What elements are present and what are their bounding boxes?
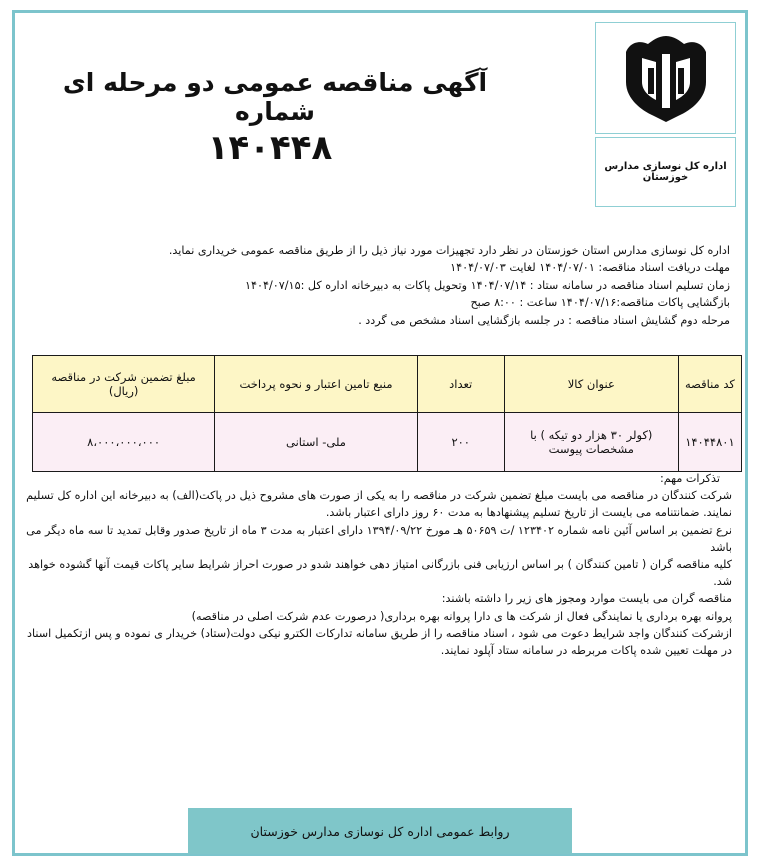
page-title: آگهی مناقصه عمومی دو مرحله ای شماره [62, 68, 488, 126]
footer-banner [188, 808, 572, 854]
column-header: مبلغ تضمین شرکت در مناقصه (ریال) [33, 356, 215, 413]
note-paragraph: نرع تضمین بر اساس آئین نامه شماره ۱۲۳۴۰۲ /ت ۵۰۶۵۹ هـ مورخ ۱۳۹۴/۰۹/۲۲ دارای اعتبار به مدت ۳ ماه از تاریخ صدور وقابل تمدید تا سه ماه دیگر می باشد [26, 523, 732, 554]
items-table [32, 355, 742, 472]
notes-section [26, 470, 732, 659]
note-paragraph: ازشرکت کنندگان واجد شرایط دعوت می شود ، اسناد مناقصه را از طریق سامانه تدارکات الکترو نیکی دولت(ستاد) خریدار ی نموده و پس ازتکمیل اسناد در مهلت تعیین شده پاکات مربرطه در سامانه ستاد آپلود نمایند. [27, 626, 732, 658]
khuzestan-schools-logo-icon [618, 32, 714, 124]
table-header-row [33, 356, 742, 413]
tender-number: ۱۴۰۴۴۸ [207, 128, 333, 168]
item-title-cell: (کولر ۳۰ هزار دو تیکه ) با مشخصات پیوست [504, 413, 678, 472]
note-paragraph: مناقصه گران می بایست موارد ومجوز های زیر را داشته باشند: [441, 592, 732, 606]
intro-line: اداره کل نوسازی مدارس استان خوزستان در نظر دارد تجهیزات مورد نیاز ذیل را از طریق مناقصه عمومی خریداری نماید. [168, 244, 730, 257]
column-header: کد مناقصه [678, 356, 741, 413]
intro-line: مرحله دوم گشایش اسناد مناقصه : در جلسه بازگشایی اسناد مشخص می گردد . [358, 313, 730, 327]
quantity-cell: ۲۰۰ [417, 413, 504, 472]
tender-code-cell: ۱۴۰۴۴۸۰۱ [678, 413, 741, 472]
table-row [33, 413, 742, 472]
column-header: منبع تامین اعتبار و نحوه پرداخت [215, 356, 417, 413]
note-paragraph: شرکت کنندگان در مناقصه می بایست مبلغ تضمین شرکت در مناقصه را به یکی از صورت های مشروح ذیل در پاکت(الف) به دبیرخانه این اداره کل تسلیم نمایند. ضمانتنامه می بایست از تاریخ تسلیم پیشنهادها به مدت ۶۰ روز دارای اعتبار باشد. [26, 489, 732, 520]
column-header: تعداد [417, 356, 504, 413]
funding-source-cell: ملی- استانی [215, 413, 417, 472]
footer-text: روابط عمومی اداره کل نوسازی مدارس خوزستان [250, 823, 510, 839]
note-paragraph: کلیه مناقصه گران ( تامین کنندگان ) بر اساس ارزیابی فنی بازرگانی امتیاز دهی خواهند شدو در صورت احراز شرایط سایر پاکات قیمت آنها گشوده خواهد شد. [28, 558, 732, 589]
column-header: عنوان کالا [504, 356, 678, 413]
logo-box [595, 22, 736, 134]
notes-heading: تذکرات مهم: [659, 472, 720, 485]
org-name-box [595, 137, 736, 207]
intro-line: زمان تسلیم اسناد مناقصه در سامانه ستاد : ۱۴۰۴/۰۷/۱۴ وتحویل پاکات به دبیرخانه اداره کل :۱۴۰۴/۰۷/۱۵ [244, 278, 730, 292]
note-paragraph: پروانه بهره برداری یا نمایندگی فعال از شرکت ها ی دارا پروانه بهره برداری( درصورت عدم شرکت اصلی در مناقصه) [191, 609, 732, 623]
intro-line: مهلت دریافت اسناد مناقصه: ۱۴۰۴/۰۷/۰۱ لغایت ۱۴۰۴/۰۷/۰۳ [450, 261, 730, 275]
org-name: اداره کل نوسازی مدارس خوزستان [604, 161, 727, 183]
intro-line: بازگشایی پاکات مناقصه:۱۴۰۴/۰۷/۱۶ ساعت : ۸:۰۰ صبح [470, 296, 730, 310]
guarantee-amount-cell: ۸،۰۰۰،۰۰۰،۰۰۰ [33, 413, 215, 472]
intro-section [26, 242, 730, 329]
